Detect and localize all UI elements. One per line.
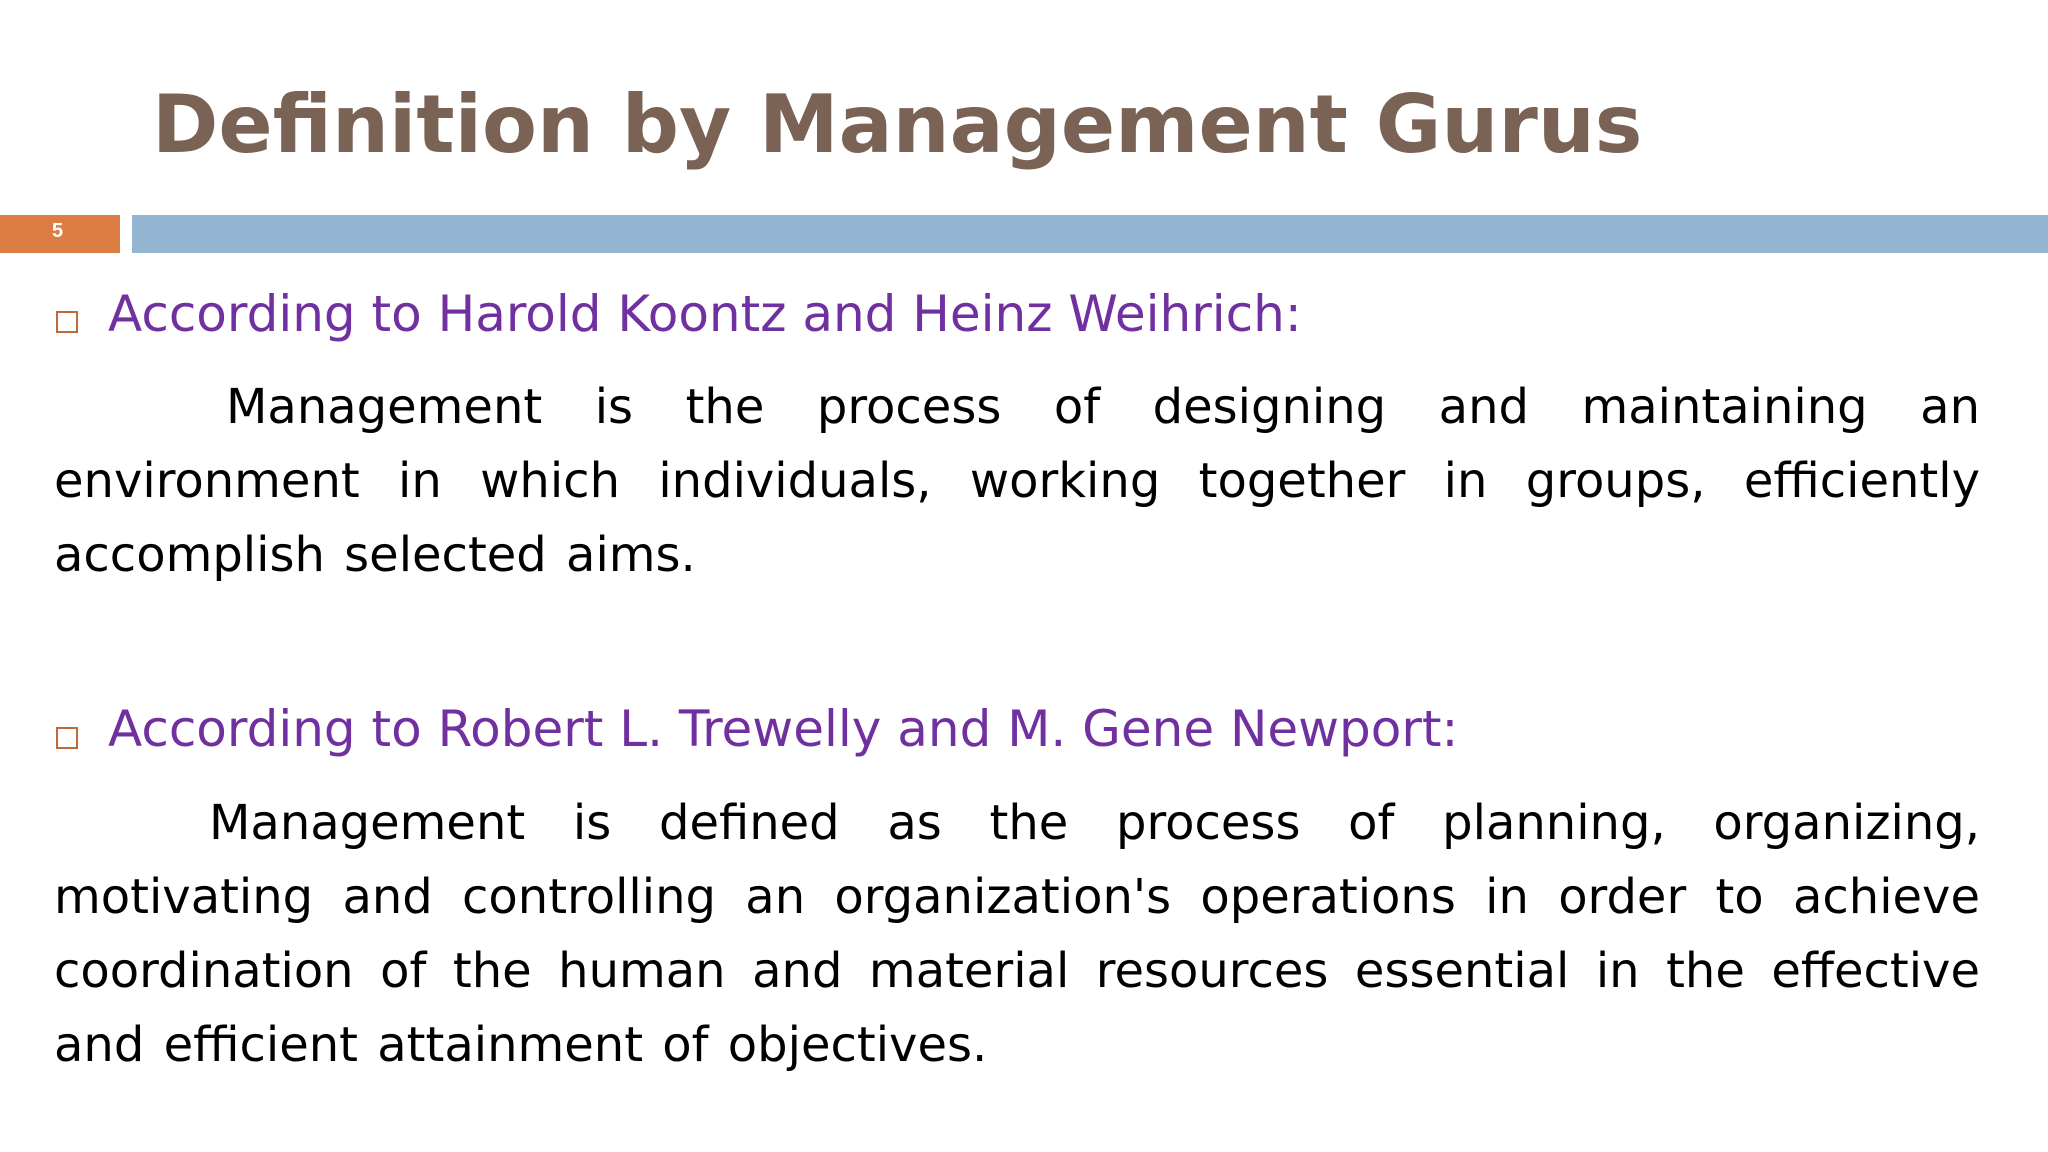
square-bullet-icon xyxy=(56,727,78,749)
definition-heading-koontz: According to Harold Koontz and Heinz Weihrich: xyxy=(108,285,1302,343)
definition-text-koontz: Management is the process of designing and maintaining an environment in which individuals, working together in groups, efficiently accomplish selected aims. xyxy=(54,379,1980,583)
slide-number: 5 xyxy=(52,220,64,242)
definition-text-trewelly: Management is defined as the process of planning, organizing, motivating and controlling an organization's operations in order to achieve coordination of the human and material resources essential in the effective and efficient attainment of objectives. xyxy=(54,795,1980,1073)
square-bullet-icon xyxy=(56,311,78,333)
slide-title: Definition by Management Gurus xyxy=(152,78,1643,171)
definition-heading-trewelly: According to Robert L. Trewelly and M. Gene Newport: xyxy=(108,700,1459,758)
title-divider-bar xyxy=(132,215,2048,253)
slide-number-badge xyxy=(0,215,120,253)
